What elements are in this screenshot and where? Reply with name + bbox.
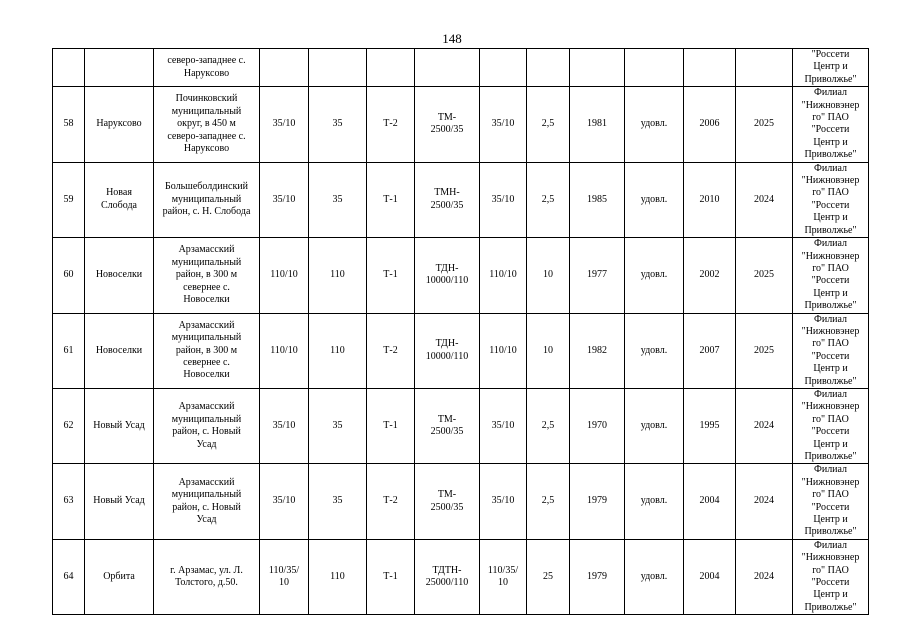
power-mva-cell: 10 bbox=[527, 238, 570, 313]
owner-cell: Филиал "Нижновэнер го" ПАО "Россети Центр и Приволжье" bbox=[793, 313, 869, 388]
location-cell: г. Арзамас, ул. Л. Толстого, д.50. bbox=[154, 539, 260, 614]
transformer-id-cell: Т-1 bbox=[367, 539, 415, 614]
voltage-ratio-cell: 110/10 bbox=[480, 313, 527, 388]
nominal-voltage-cell: 35 bbox=[309, 87, 367, 162]
owner-cell: Филиал "Нижновэнер го" ПАО "Россети Центр и Приволжье" bbox=[793, 238, 869, 313]
row-number-cell: 60 bbox=[53, 238, 85, 313]
table-row bbox=[53, 464, 869, 539]
substation-name-cell: Орбита bbox=[85, 539, 154, 614]
year-manufactured-cell: 1970 bbox=[570, 388, 625, 463]
substation-name-cell: Новоселки bbox=[85, 238, 154, 313]
overhaul-year-cell: 1995 bbox=[684, 388, 736, 463]
replacement-year-cell: 2024 bbox=[736, 162, 793, 237]
transformer-id-cell bbox=[367, 49, 415, 87]
transformer-id-cell: Т-1 bbox=[367, 388, 415, 463]
location-cell: Арзамасский муниципальный район, в 300 м севернее с. Новоселки bbox=[154, 238, 260, 313]
year-manufactured-cell: 1982 bbox=[570, 313, 625, 388]
row-number-cell: 62 bbox=[53, 388, 85, 463]
replacement-year-cell: 2024 bbox=[736, 464, 793, 539]
location-cell: Арзамасский муниципальный район, с. Новый Усад bbox=[154, 388, 260, 463]
transformer-id-cell: Т-1 bbox=[367, 162, 415, 237]
condition-cell: удовл. bbox=[625, 87, 684, 162]
power-mva-cell: 2,5 bbox=[527, 87, 570, 162]
substation-name-cell: Новая Слобода bbox=[85, 162, 154, 237]
row-number-cell: 64 bbox=[53, 539, 85, 614]
nominal-voltage-cell bbox=[309, 49, 367, 87]
voltage-ratio-cell: 35/10 bbox=[480, 388, 527, 463]
nominal-voltage-cell: 35 bbox=[309, 388, 367, 463]
year-manufactured-cell bbox=[570, 49, 625, 87]
power-mva-cell: 10 bbox=[527, 313, 570, 388]
year-manufactured-cell: 1977 bbox=[570, 238, 625, 313]
substation-name-cell: Наруксово bbox=[85, 87, 154, 162]
voltage-ratio-cell: 35/10 bbox=[480, 87, 527, 162]
nominal-voltage-cell: 110 bbox=[309, 539, 367, 614]
location-cell: северо-западнее с. Наруксово bbox=[154, 49, 260, 87]
voltage-class-cell bbox=[260, 49, 309, 87]
table-row bbox=[53, 388, 869, 463]
table-row bbox=[53, 87, 869, 162]
year-manufactured-cell: 1979 bbox=[570, 464, 625, 539]
voltage-class-cell: 35/10 bbox=[260, 388, 309, 463]
substation-name-cell: Новый Усад bbox=[85, 464, 154, 539]
substation-name-cell: Новый Усад bbox=[85, 388, 154, 463]
transformer-id-cell: Т-2 bbox=[367, 464, 415, 539]
table-row bbox=[53, 238, 869, 313]
voltage-ratio-cell: 35/10 bbox=[480, 162, 527, 237]
transformer-type-cell: ТДН- 10000/110 bbox=[415, 313, 480, 388]
voltage-class-cell: 35/10 bbox=[260, 162, 309, 237]
row-number-cell: 59 bbox=[53, 162, 85, 237]
condition-cell bbox=[625, 49, 684, 87]
overhaul-year-cell: 2004 bbox=[684, 539, 736, 614]
overhaul-year-cell: 2004 bbox=[684, 464, 736, 539]
nominal-voltage-cell: 35 bbox=[309, 162, 367, 237]
owner-cell: Филиал "Нижновэнер го" ПАО "Россети Центр и Приволжье" bbox=[793, 464, 869, 539]
replacement-year-cell bbox=[736, 49, 793, 87]
table-row bbox=[53, 539, 869, 614]
year-manufactured-cell: 1981 bbox=[570, 87, 625, 162]
page-number: 148 bbox=[442, 31, 462, 46]
condition-cell: удовл. bbox=[625, 539, 684, 614]
table-row bbox=[53, 313, 869, 388]
replacement-year-cell: 2025 bbox=[736, 238, 793, 313]
table-row bbox=[53, 162, 869, 237]
owner-cell: Филиал "Нижновэнер го" ПАО "Россети Центр и Приволжье" bbox=[793, 87, 869, 162]
transformer-type-cell: ТДН- 10000/110 bbox=[415, 238, 480, 313]
transformer-id-cell: Т-2 bbox=[367, 313, 415, 388]
owner-cell: Филиал "Нижновэнер го" ПАО "Россети Центр и Приволжье" bbox=[793, 162, 869, 237]
substations-table bbox=[52, 48, 869, 615]
transformer-type-cell: ТМН- 2500/35 bbox=[415, 162, 480, 237]
transformer-type-cell: ТМ- 2500/35 bbox=[415, 87, 480, 162]
power-mva-cell bbox=[527, 49, 570, 87]
location-cell: Арзамасский муниципальный район, с. Новый Усад bbox=[154, 464, 260, 539]
overhaul-year-cell: 2002 bbox=[684, 238, 736, 313]
overhaul-year-cell: 2006 bbox=[684, 87, 736, 162]
voltage-ratio-cell bbox=[480, 49, 527, 87]
voltage-ratio-cell: 110/10 bbox=[480, 238, 527, 313]
location-cell: Большеболдинский муниципальный район, с. Н. Слобода bbox=[154, 162, 260, 237]
substation-name-cell bbox=[85, 49, 154, 87]
row-number-cell: 63 bbox=[53, 464, 85, 539]
voltage-class-cell: 110/10 bbox=[260, 238, 309, 313]
voltage-class-cell: 110/10 bbox=[260, 313, 309, 388]
replacement-year-cell: 2025 bbox=[736, 313, 793, 388]
overhaul-year-cell: 2007 bbox=[684, 313, 736, 388]
year-manufactured-cell: 1985 bbox=[570, 162, 625, 237]
voltage-ratio-cell: 110/35/ 10 bbox=[480, 539, 527, 614]
substation-name-cell: Новоселки bbox=[85, 313, 154, 388]
overhaul-year-cell bbox=[684, 49, 736, 87]
row-number-cell: 61 bbox=[53, 313, 85, 388]
nominal-voltage-cell: 35 bbox=[309, 464, 367, 539]
year-manufactured-cell: 1979 bbox=[570, 539, 625, 614]
condition-cell: удовл. bbox=[625, 162, 684, 237]
power-mva-cell: 25 bbox=[527, 539, 570, 614]
transformer-type-cell: ТМ- 2500/35 bbox=[415, 464, 480, 539]
transformer-id-cell: Т-2 bbox=[367, 87, 415, 162]
row-number-cell bbox=[53, 49, 85, 87]
power-mva-cell: 2,5 bbox=[527, 388, 570, 463]
condition-cell: удовл. bbox=[625, 313, 684, 388]
nominal-voltage-cell: 110 bbox=[309, 313, 367, 388]
voltage-class-cell: 35/10 bbox=[260, 87, 309, 162]
transformer-type-cell: ТМ- 2500/35 bbox=[415, 388, 480, 463]
owner-cell: Филиал "Нижновэнер го" ПАО "Россети Центр и Приволжье" bbox=[793, 539, 869, 614]
replacement-year-cell: 2024 bbox=[736, 539, 793, 614]
nominal-voltage-cell: 110 bbox=[309, 238, 367, 313]
replacement-year-cell: 2025 bbox=[736, 87, 793, 162]
power-mva-cell: 2,5 bbox=[527, 162, 570, 237]
condition-cell: удовл. bbox=[625, 464, 684, 539]
voltage-class-cell: 35/10 bbox=[260, 464, 309, 539]
location-cell: Арзамасский муниципальный район, в 300 м севернее с. Новоселки bbox=[154, 313, 260, 388]
row-number-cell: 58 bbox=[53, 87, 85, 162]
voltage-ratio-cell: 35/10 bbox=[480, 464, 527, 539]
owner-cell: "Россети Центр и Приволжье" bbox=[793, 49, 869, 87]
overhaul-year-cell: 2010 bbox=[684, 162, 736, 237]
owner-cell: Филиал "Нижновэнер го" ПАО "Россети Центр и Приволжье" bbox=[793, 388, 869, 463]
transformer-type-cell bbox=[415, 49, 480, 87]
location-cell: Починковский муниципальный округ, в 450 м северо-западнее с. Наруксово bbox=[154, 87, 260, 162]
power-mva-cell: 2,5 bbox=[527, 464, 570, 539]
table-row-continuation bbox=[53, 49, 869, 87]
transformer-id-cell: Т-1 bbox=[367, 238, 415, 313]
condition-cell: удовл. bbox=[625, 238, 684, 313]
condition-cell: удовл. bbox=[625, 388, 684, 463]
voltage-class-cell: 110/35/ 10 bbox=[260, 539, 309, 614]
replacement-year-cell: 2024 bbox=[736, 388, 793, 463]
transformer-type-cell: ТДТН- 25000/110 bbox=[415, 539, 480, 614]
